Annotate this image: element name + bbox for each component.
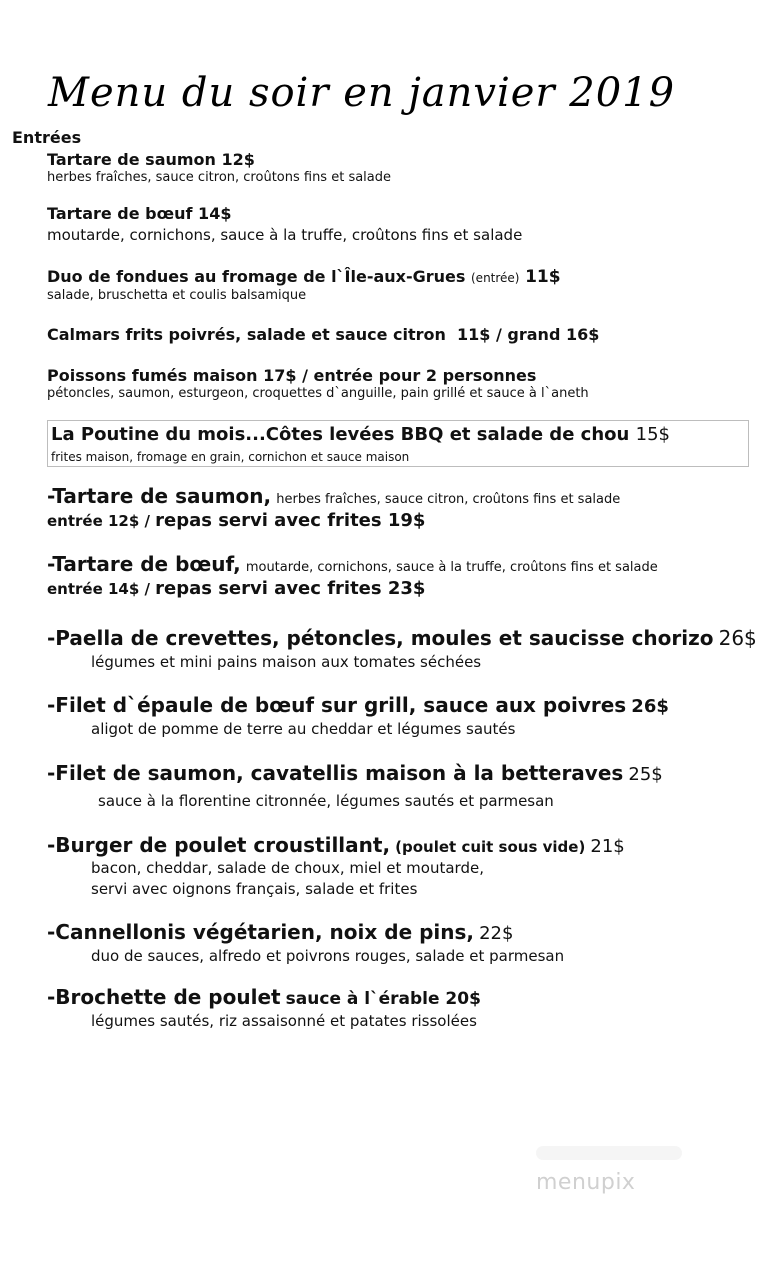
watermark-logo: menupix (536, 1170, 636, 1195)
entree-5-name: Poissons fumés maison 17$ / entrée pour 2 personnes (47, 366, 537, 385)
entree-3-note: (entrée) (471, 271, 520, 285)
plat-5-name: -Filet de saumon, cavatellis maison à la betteraves (47, 761, 624, 785)
poutine-desc: frites maison, fromage en grain, cornichon et sauce maison (51, 450, 410, 464)
plat-6-desc2: servi avec oignons français, salade et frites (91, 880, 418, 898)
poutine-price: 15$ (635, 424, 670, 445)
plat-8-name: -Brochette de poulet (47, 985, 281, 1009)
plat-3-line (47, 626, 757, 650)
plat-2-desc: moutarde, cornichons, sauce à la truffe, croûtons fins et salade (245, 560, 658, 575)
plat-8-desc: légumes sautés, riz assaisonné et patates rissolées (91, 1012, 477, 1030)
plat-4-desc: aligot de pomme de terre au cheddar et légumes sautés (91, 720, 516, 738)
page-title: Menu du soir en janvier 2019 (48, 70, 676, 116)
entree-1-desc: herbes fraîches, sauce citron, croûtons fins et salade (47, 170, 392, 185)
entree-4-name: Calmars frits poivrés, salade et sauce citron 11$ / grand 16$ (47, 325, 600, 344)
plat-2-meal-price: repas servi avec frites 23$ (155, 578, 426, 599)
plat-6-price: 21$ (590, 836, 625, 857)
plat-6-name: -Burger de poulet croustillant, (47, 833, 391, 857)
plat-8-line (47, 985, 481, 1009)
plat-5-price: 25$ (628, 764, 663, 785)
entree-3-title: Duo de fondues au fromage de l`Île-aux-Grues (47, 267, 466, 286)
poutine-box (47, 420, 749, 467)
plat-3-name: -Paella de crevettes, pétoncles, moules et saucisse chorizo (47, 626, 714, 650)
plat-2-line (47, 552, 658, 576)
plat-1-prices (47, 510, 425, 531)
plat-1-line (47, 484, 620, 508)
entree-2-name: Tartare de bœuf 14$ (47, 204, 232, 223)
plat-4-line (47, 693, 669, 717)
plat-3-desc: légumes et mini pains maison aux tomates séchées (91, 653, 482, 671)
entree-5-desc: pétoncles, saumon, esturgeon, croquettes d`anguille, pain grillé et sauce à l`aneth (47, 386, 589, 401)
plat-8-suffix: sauce à l`érable 20$ (285, 989, 481, 1009)
plat-7-name: -Cannellonis végétarien, noix de pins, (47, 920, 475, 944)
plat-5-desc: sauce à la florentine citronnée, légumes sautés et parmesan (98, 792, 554, 810)
plat-2-entree-price: entrée 14$ / (47, 580, 151, 598)
watermark-blur (536, 1146, 682, 1160)
plat-7-price: 22$ (479, 923, 514, 944)
plat-1-entree-price: entrée 12$ / (47, 512, 151, 530)
plat-1-name: -Tartare de saumon, (47, 484, 272, 508)
plat-4-price: 26$ (631, 696, 669, 717)
plat-6-line (47, 833, 625, 857)
plat-7-desc: duo de sauces, alfredo et poivrons rouges, salade et parmesan (91, 947, 565, 965)
entree-1-name: Tartare de saumon 12$ (47, 150, 255, 169)
entree-3-desc: salade, bruschetta et coulis balsamique (47, 288, 307, 303)
plat-2-prices (47, 578, 425, 599)
plat-6-note: (poulet cuit sous vide) (395, 838, 586, 856)
entree-2-desc: moutarde, cornichons, sauce à la truffe, croûtons fins et salade (47, 226, 523, 244)
plat-1-meal-price: repas servi avec frites 19$ (155, 510, 426, 531)
poutine-name: La Poutine du mois...Côtes levées BBQ et salade de chou (51, 424, 630, 445)
entree-3-price: 11$ (525, 267, 561, 287)
section-heading-entrees: Entrées (12, 128, 82, 147)
entree-3-name (47, 267, 561, 287)
plat-2-name: -Tartare de bœuf, (47, 552, 241, 576)
plat-3-price: 26$ (718, 626, 757, 650)
plat-7-line (47, 920, 513, 944)
plat-4-name: -Filet d`épaule de bœuf sur grill, sauce aux poivres (47, 693, 627, 717)
poutine-title (51, 424, 670, 445)
plat-5-line (47, 761, 663, 785)
plat-6-desc: bacon, cheddar, salade de choux, miel et moutarde, (91, 859, 484, 877)
plat-1-desc: herbes fraîches, sauce citron, croûtons fins et salade (276, 492, 621, 507)
